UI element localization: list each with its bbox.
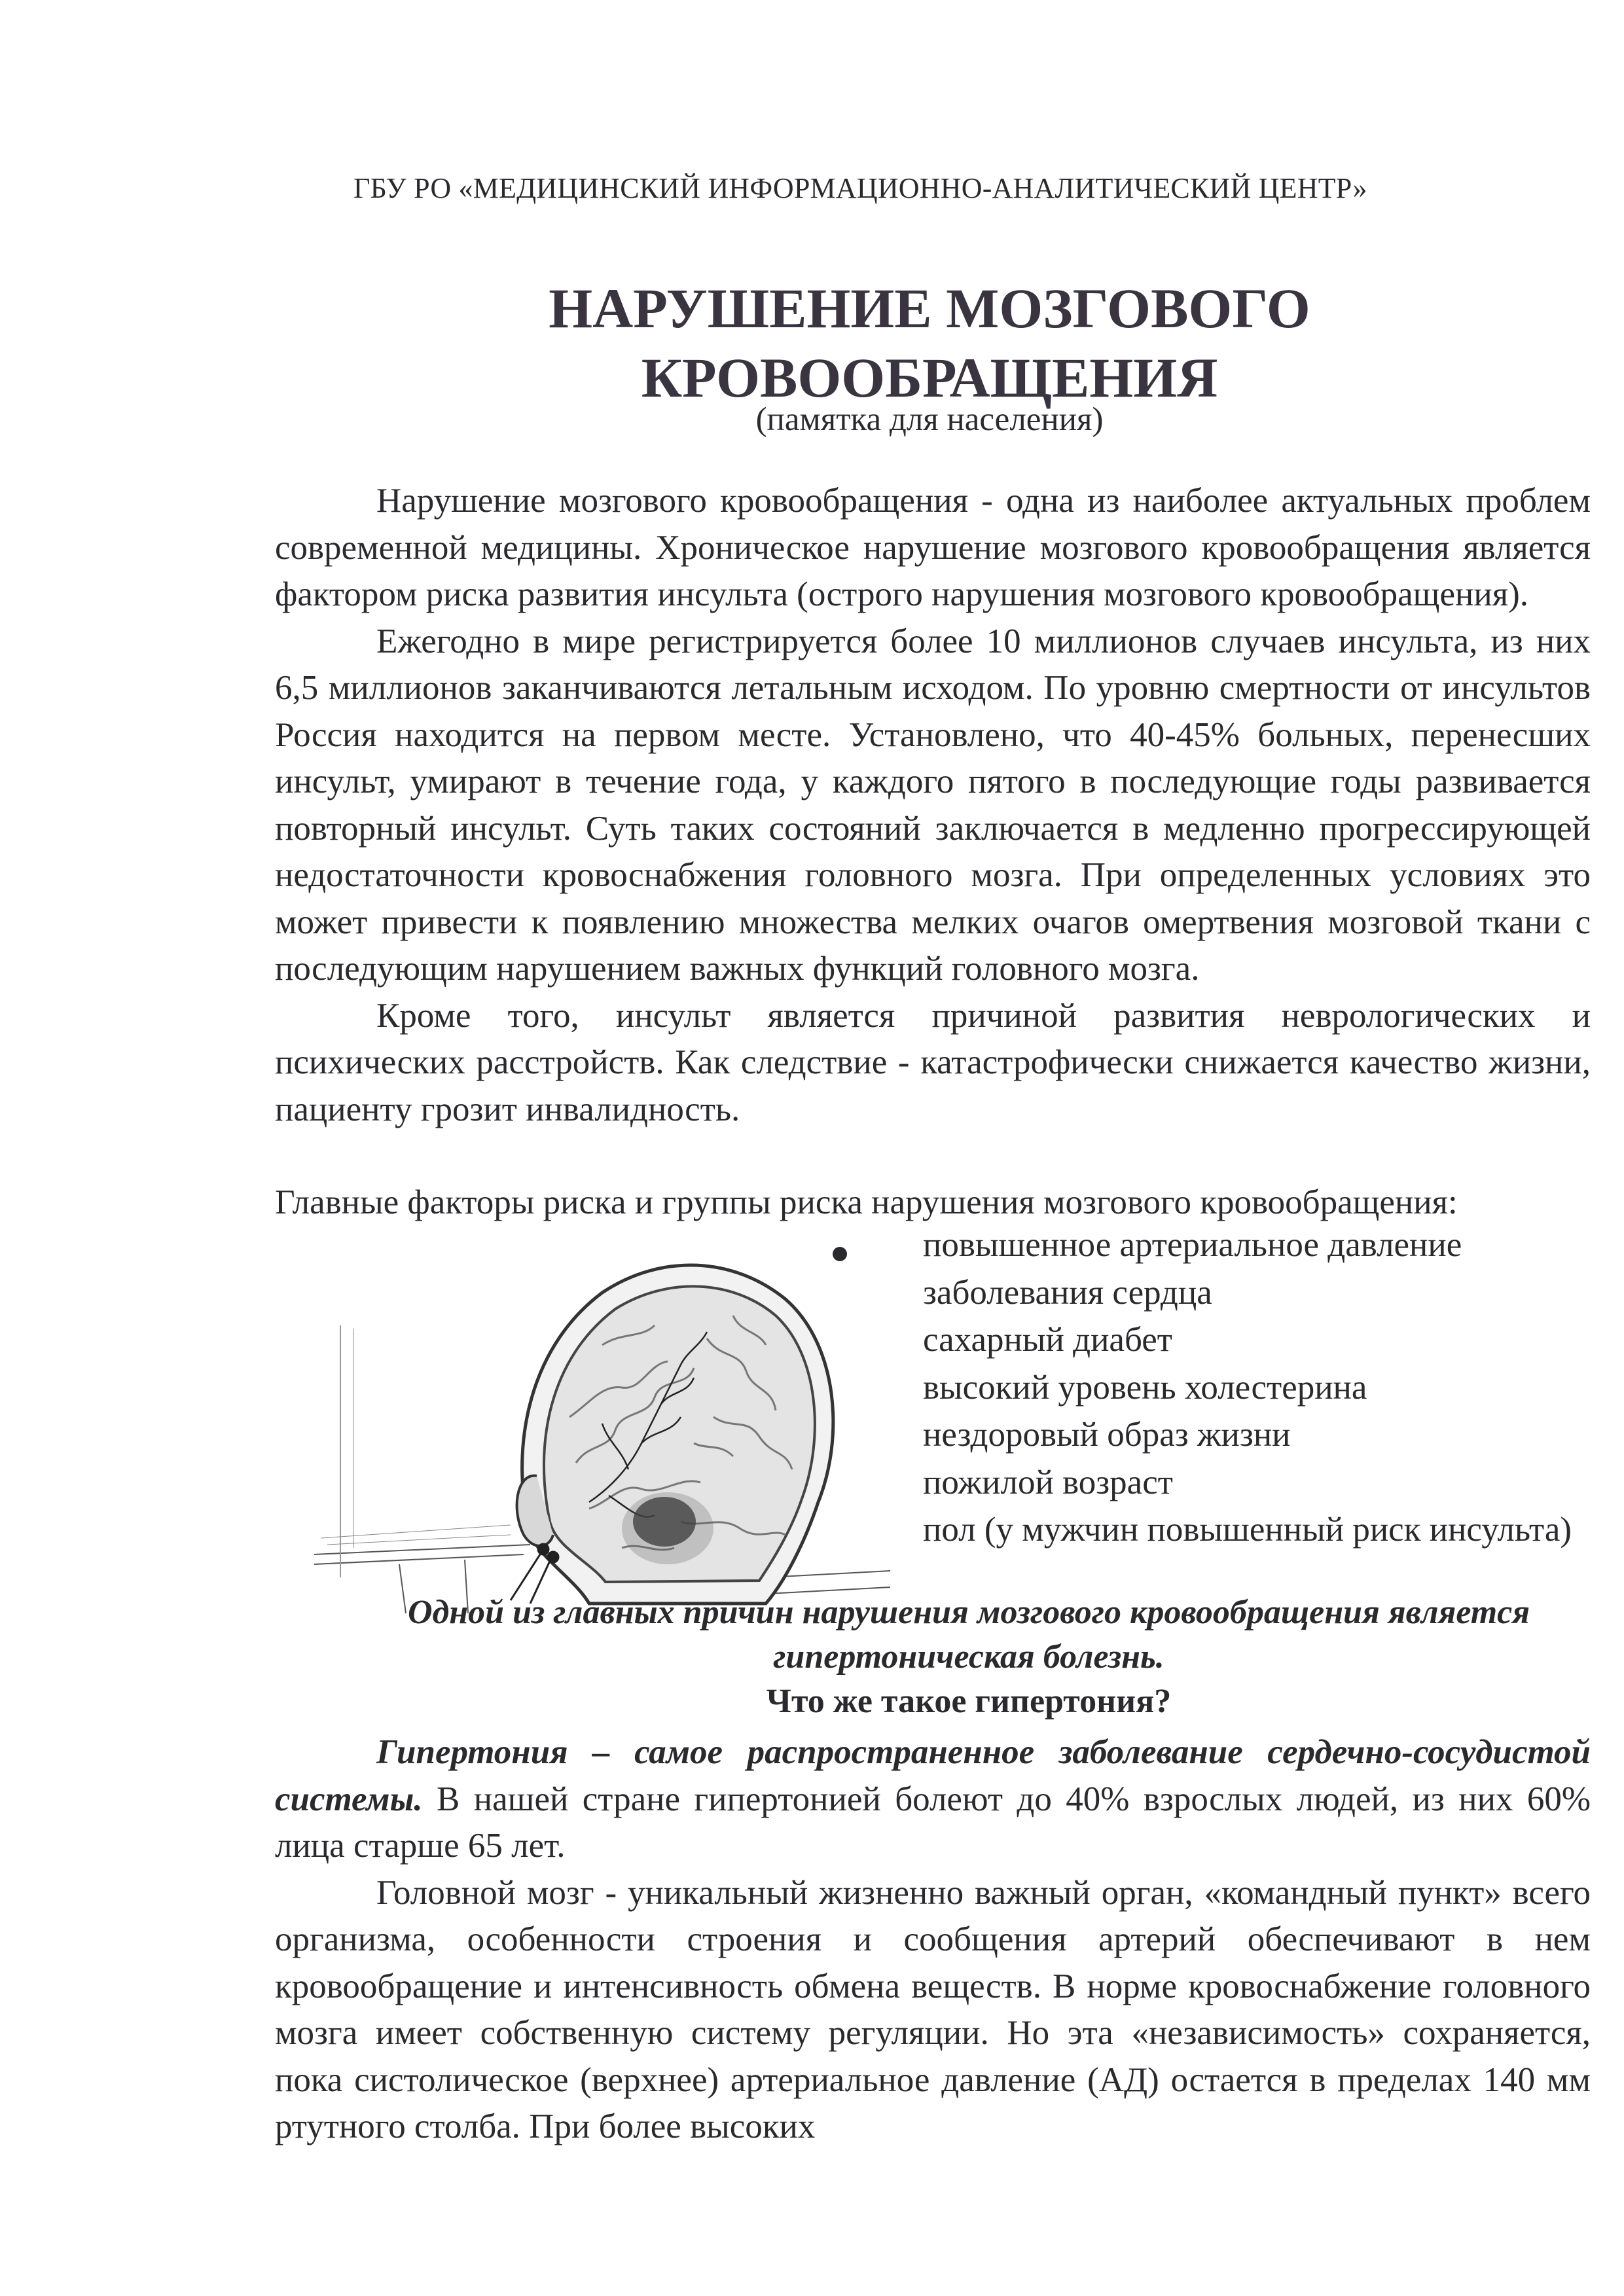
risk-factors-heading: Главные факторы риска и группы риска нарушения мозгового кровообращения: (275, 1183, 1458, 1221)
list-item: пол (у мужчин повышенный риск инсульта) (923, 1511, 1572, 1549)
paragraph-hypertension-definition (275, 1729, 1591, 1870)
list-item: заболевания сердца (923, 1273, 1212, 1312)
page-subtitle: (памятка для населения) (755, 401, 1104, 438)
hypertension-section (275, 1729, 1591, 2151)
definition-text: В нашей стране гипертонией болеют до 40% взрослых людей, из них 60% лица старше 65 лет. (275, 1780, 1591, 1865)
risk-factors-list (923, 1221, 1591, 1554)
list-item: нездоровый образ жизни (923, 1416, 1291, 1454)
paragraph-intro: Нарушение мозгового кровообращения - одна из наиболее актуальных проблем современной медицины. Хроническое нарушение мозгового кровообращения является фактором риска развития инсульта (острого нарушения мозгового кровообращения). (275, 482, 1591, 613)
paragraph-brain: Головной мозг - уникальный жизненно важный орган, «командный пункт» всего организма, особенности строения и сообщения артерий обеспечивают в нем кровообращение и интенсивность обмена веществ. В норме кровоснабжение головного мозга имеет собственную систему регуляции. Но эта «независимость» сохраняется, пока систолическое (верхнее) артериальное давление (АД) остается в пределах 140 мм ртутного столба. При более высоких (275, 1873, 1591, 2145)
definition-emphasis: Гипертония – самое распространенное заболевание сердечно-сосудистой системы. (275, 1733, 1591, 1818)
title-line-1: НАРУШЕНИЕ МОЗГОВОГО (549, 277, 1310, 340)
paragraph-statistics: Ежегодно в мире регистрируется более 10 миллионов случаев инсульта, из них 6,5 миллионов заканчиваются летальным исходом. По уровню смертности от инсультов Россия находится на первом месте. Установлено, что 40-45% больных, перенесших инсульт, умирают в течение года, у каждого пятого в последующие годы развивается повторный инсульт. Суть таких состояний заключается в медленно прогрессирующей недостаточности кровоснабжения головного мозга. При определенных условиях это может привести к появлению множества мелких очагов омертвения мозговой ткани с последующим нарушением важных функций головного мозга. (275, 622, 1591, 988)
page-title (393, 274, 1466, 412)
title-line-2: КРОВООБРАЩЕНИЯ (641, 346, 1218, 409)
bullet-icon (833, 1247, 847, 1261)
brain-stroke-illustration (314, 1247, 903, 1613)
list-item: повышенное артериальное давление (923, 1226, 1462, 1264)
hypertension-highlight: Одной из главных причин нарушения мозгового кровообращения является гипертоническая болезнь. (407, 1594, 1530, 1676)
list-item: высокий уровень холестерина (923, 1368, 1367, 1407)
list-item: пожилой возраст (923, 1463, 1173, 1501)
organization-name: ГБУ РО «МЕДИЦИНСКИЙ ИНФОРМАЦИОННО-АНАЛИТИЧЕСКИЙ ЦЕНТР» (353, 172, 1367, 204)
intro-section (275, 478, 1591, 1133)
list-item: сахарный диабет (923, 1321, 1172, 1359)
hypertension-question: Что же такое гипертония? (766, 1683, 1172, 1720)
paragraph-consequences: Кроме того, инсульт является причиной развития неврологических и психических расстройств. Как следствие - катастрофически снижается качество жизни, пациенту грозит инвалидность. (275, 996, 1591, 1128)
